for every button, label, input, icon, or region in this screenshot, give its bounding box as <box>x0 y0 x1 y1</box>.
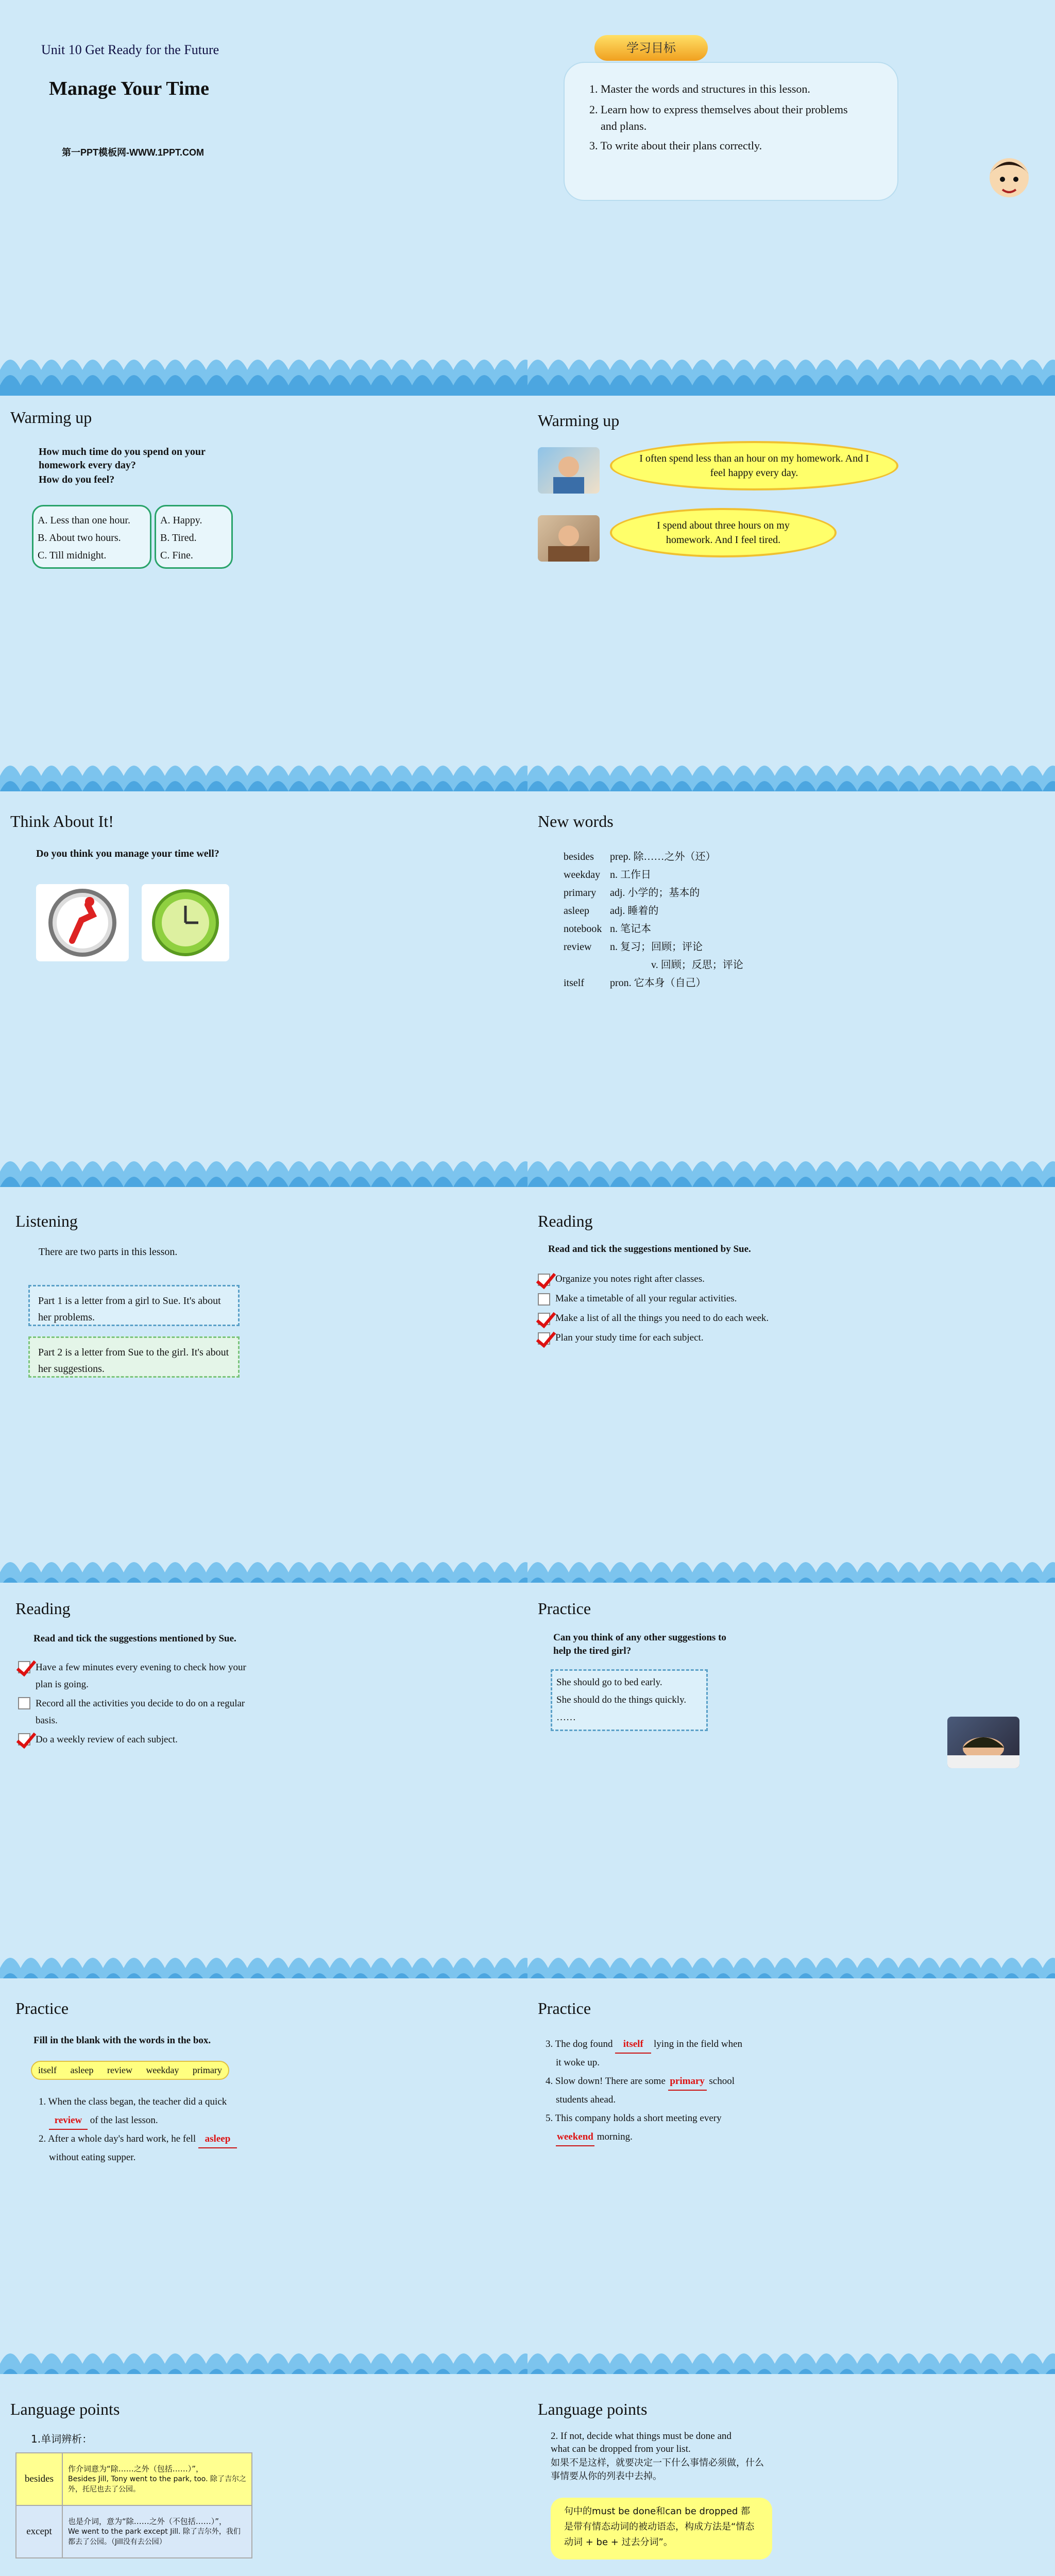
word: notebook <box>564 923 602 935</box>
word-row <box>564 974 743 992</box>
subtitle-line-2: help the tired girl? <box>553 1646 632 1656</box>
slide-warming-up-2 <box>528 396 1055 791</box>
speech-bubble-2: I spend about three hours on my homework. And I feel tired. <box>610 508 837 557</box>
exercise-text: 5. This company holds a short meeting every <box>546 2113 722 2124</box>
suggestion-text: Have a few minutes every evening to check how your plan is going. <box>36 1662 246 1690</box>
definition: adj. 小学的；基本的 <box>610 887 700 899</box>
part-1-box: Part 1 is a letter from a girl to Sue. It's about her problems. <box>28 1285 240 1326</box>
slide-language-points-1 <box>0 2374 528 2576</box>
photo-sleeping-girl <box>947 1717 1019 1768</box>
definition: prep. 除……之外（还） <box>610 851 716 862</box>
exercise-text: 2. After a whole day's hard work, he fell <box>39 2133 198 2144</box>
part-2-box: Part 2 is a letter from Sue to the girl. It's about her suggestions. <box>28 1336 240 1378</box>
slide-title: Reading <box>538 1212 593 1230</box>
exercise-text: 3. The dog found <box>546 2039 616 2049</box>
subtitle: Read and tick the suggestions mentioned by Sue. <box>548 1244 751 1255</box>
word: besides <box>564 851 594 862</box>
suggestion-text: Organize you notes right after classes. <box>555 1274 705 1284</box>
checkbox-checked[interactable] <box>538 1274 550 1286</box>
slide-listening <box>0 1187 528 1583</box>
word-row <box>564 866 743 884</box>
question: Do you think you manage your time well? <box>36 848 219 859</box>
slide-objectives <box>528 0 1055 396</box>
exercise-1 <box>39 2093 237 2167</box>
subtitle: There are two parts in this lesson. <box>39 1246 178 1258</box>
answer-blank[interactable]: primary <box>668 2073 707 2091</box>
suggestion-box <box>551 1669 708 1731</box>
sentence-line-1: 2. If not, decide what things must be done and <box>551 2431 731 2442</box>
checkbox-checked[interactable] <box>538 1313 550 1325</box>
exercise-text: it woke up. <box>556 2057 600 2068</box>
slide-practice-2 <box>0 1978 528 2374</box>
suggestion-item[interactable] <box>538 1328 769 1348</box>
word-row <box>564 956 743 974</box>
suggestion-item[interactable] <box>18 1659 260 1693</box>
definition: adj. 睡着的 <box>610 905 659 917</box>
option[interactable]: A. Less than one hour. <box>38 515 130 526</box>
answer-blank[interactable]: itself <box>615 2036 651 2054</box>
photo-happy-student <box>538 447 600 494</box>
slide-title: Language points <box>538 2400 648 2418</box>
objective-1: 1. Master the words and structures in this lesson. <box>589 82 810 95</box>
checkbox-checked[interactable] <box>538 1332 550 1345</box>
definition: n. 工作日 <box>610 869 651 880</box>
word-cell: besides <box>16 2453 62 2505</box>
word-cell: except <box>16 2505 62 2558</box>
suggestion-item[interactable] <box>538 1289 769 1309</box>
subtitle: Read and tick the suggestions mentioned by Sue. <box>33 1633 236 1644</box>
suggestion-line: …… <box>556 1712 576 1723</box>
slide-title: Reading <box>15 1599 71 1618</box>
exercise-list <box>546 2035 742 2146</box>
option[interactable]: C. Fine. <box>160 550 193 561</box>
word-row <box>564 848 743 866</box>
definition: pron. 它本身（自己） <box>610 977 706 989</box>
slide-title: Practice <box>538 1999 591 2018</box>
word: review <box>564 941 592 953</box>
scallop-border <box>0 1141 528 1187</box>
options-time <box>32 505 151 569</box>
definition: n. 笔记本 <box>610 923 651 935</box>
word-row <box>564 902 743 920</box>
slide-practice-1 <box>528 1583 1055 1978</box>
slide-title: Practice <box>538 1599 591 1618</box>
objective-2b: and plans. <box>589 120 647 132</box>
objective-2: 2. Learn how to express themselves about their problems <box>589 103 848 116</box>
definition-text: 作介词意为“除……之外（包括……）”， <box>68 2464 204 2473</box>
word-comparison-table <box>15 2452 252 2558</box>
definition: v. 回顾；反思；评论 <box>651 959 743 971</box>
word-list <box>564 848 743 992</box>
scallop-border <box>528 1141 1055 1187</box>
subtitle-line-1: Can you think of any other suggestions to <box>553 1632 726 1643</box>
slide-title: Warming up <box>10 408 92 427</box>
clock-runner-icon <box>36 884 129 961</box>
slide-think-about-it <box>0 791 528 1187</box>
suggestion-text: Do a weekly review of each subject. <box>36 1734 178 1745</box>
slide-cover <box>0 0 528 396</box>
question-line-2: homework every day? <box>39 460 136 471</box>
scallop-border <box>528 1937 1055 1978</box>
word-row <box>564 920 743 938</box>
word-bank: itself asleep review weekday primary <box>31 2061 229 2080</box>
scallop-border <box>528 745 1055 791</box>
word: primary <box>564 887 597 899</box>
subtitle: Fill in the blank with the words in the box. <box>33 2035 211 2046</box>
word: itself <box>564 977 584 989</box>
sentence-line-2: what can be dropped from your list. <box>551 2444 691 2454</box>
slide-language-points-2 <box>528 2374 1055 2576</box>
slide-title: Warming up <box>538 411 620 430</box>
word-row <box>564 938 743 956</box>
question-line-3: How do you feel? <box>39 474 115 485</box>
suggestion-item[interactable] <box>18 1731 260 1748</box>
site-label: 第一PPT模板网-WWW.1PPT.COM <box>62 147 204 158</box>
scallop-border <box>0 745 528 791</box>
exercise-text: school <box>706 2076 735 2087</box>
scallop-border <box>528 1541 1055 1583</box>
scallop-border <box>0 1937 528 1978</box>
word: asleep <box>564 905 589 917</box>
objectives-badge: 学习目标 <box>594 35 708 61</box>
subtitle: 1.单词辨析： <box>31 2433 93 2445</box>
suggestion-text: Record all the activities you decide to do on a regular basis. <box>36 1698 245 1726</box>
exercise-text: morning. <box>594 2131 633 2142</box>
option[interactable]: B. About two hours. <box>38 532 121 544</box>
answer-blank[interactable]: asleep <box>198 2131 237 2148</box>
checkbox[interactable] <box>538 1293 550 1306</box>
suggestion-item[interactable] <box>18 1695 260 1729</box>
checkbox[interactable] <box>18 1697 30 1709</box>
slide-title: Listening <box>15 1212 78 1230</box>
grammar-note: 句中的must be done和can be dropped 都是带有情态动词的被动语态，构成方法是“情态动词 + be + 过去分词”。 <box>551 2498 772 2560</box>
exercise-text: lying in the field when <box>651 2039 743 2049</box>
option[interactable]: B. Tired. <box>160 532 197 544</box>
photo-tired-student <box>538 515 600 562</box>
slide-title: Think About It! <box>10 812 114 831</box>
page-title: Manage Your Time <box>49 78 210 99</box>
definition-cell <box>62 2505 252 2558</box>
example-text: We went to the park except Jill. 除了吉尔外，我们都去了公园。（Jill没有去公园） <box>68 2528 241 2546</box>
slide-title: Language points <box>10 2400 120 2418</box>
suggestion-line: She should do the things quickly. <box>556 1694 687 1705</box>
definition-text: 也是介词，意为“除……之外（不包括……）”， <box>68 2517 227 2526</box>
checkbox-checked[interactable] <box>18 1661 30 1673</box>
clock-bulb-icon <box>142 884 229 961</box>
suggestion-item[interactable] <box>538 1269 769 1289</box>
answer-blank[interactable]: review <box>49 2112 88 2130</box>
word-row <box>564 884 743 902</box>
scallop-border <box>528 2333 1055 2374</box>
unit-label: Unit 10 Get Ready for the Future <box>41 42 219 57</box>
definition-cell <box>62 2453 252 2505</box>
definition: n. 复习；回顾；评论 <box>610 941 703 953</box>
scallop-border <box>0 339 528 396</box>
slide-title: Practice <box>15 1999 69 2018</box>
suggestion-text: Make a list of all the things you need to do each week. <box>555 1313 769 1324</box>
translation: 如果不是这样，就要决定一下什么事情必须做，什么事情要从你的列表中去掉。 <box>551 2458 764 2482</box>
suggestion-list <box>538 1269 769 1348</box>
exercise-text: 4. Slow down! There are some <box>546 2076 668 2087</box>
suggestion-text: Make a timetable of all your regular activities. <box>555 1293 737 1304</box>
slide-warming-up-1 <box>0 396 528 791</box>
exercise-text: students ahead. <box>556 2094 616 2105</box>
options-feeling <box>155 505 233 569</box>
answer-blank[interactable]: weekend <box>556 2129 594 2146</box>
scallop-border <box>0 1541 528 1583</box>
slide-reading-2 <box>0 1583 528 1978</box>
suggestion-line: She should go to bed early. <box>556 1677 662 1688</box>
scallop-border <box>0 2333 528 2374</box>
suggestion-item[interactable] <box>538 1309 769 1328</box>
slide-title: New words <box>538 812 614 831</box>
example-text: Besides Jill, Tony went to the park, too. 除了吉尔之外，托尼也去了公园。 <box>68 2475 247 2494</box>
option[interactable]: A. Happy. <box>160 515 202 526</box>
slide-practice-3 <box>528 1978 1055 2374</box>
exercise-text: 1. When the class began, the teacher did a quick <box>39 2096 227 2107</box>
checkbox-checked[interactable] <box>18 1733 30 1745</box>
slide-reading-1 <box>528 1187 1055 1583</box>
question-line-1: How much time do you spend on your <box>39 446 206 457</box>
option[interactable]: C. Till midnight. <box>38 550 107 561</box>
slide-new-words <box>528 791 1055 1187</box>
suggestion-list <box>18 1659 260 1748</box>
exercise-text: without eating supper. <box>49 2152 136 2163</box>
cartoon-boy-icon <box>981 149 1037 206</box>
scallop-border <box>528 339 1055 396</box>
suggestion-text: Plan your study time for each subject. <box>555 1332 704 1343</box>
exercise-text: of the last lesson. <box>88 2115 158 2126</box>
objective-3: 3. To write about their plans correctly. <box>589 139 762 152</box>
word: weekday <box>564 869 601 880</box>
speech-bubble-1: I often spend less than an hour on my homework. And I feel happy every day. <box>610 441 898 490</box>
